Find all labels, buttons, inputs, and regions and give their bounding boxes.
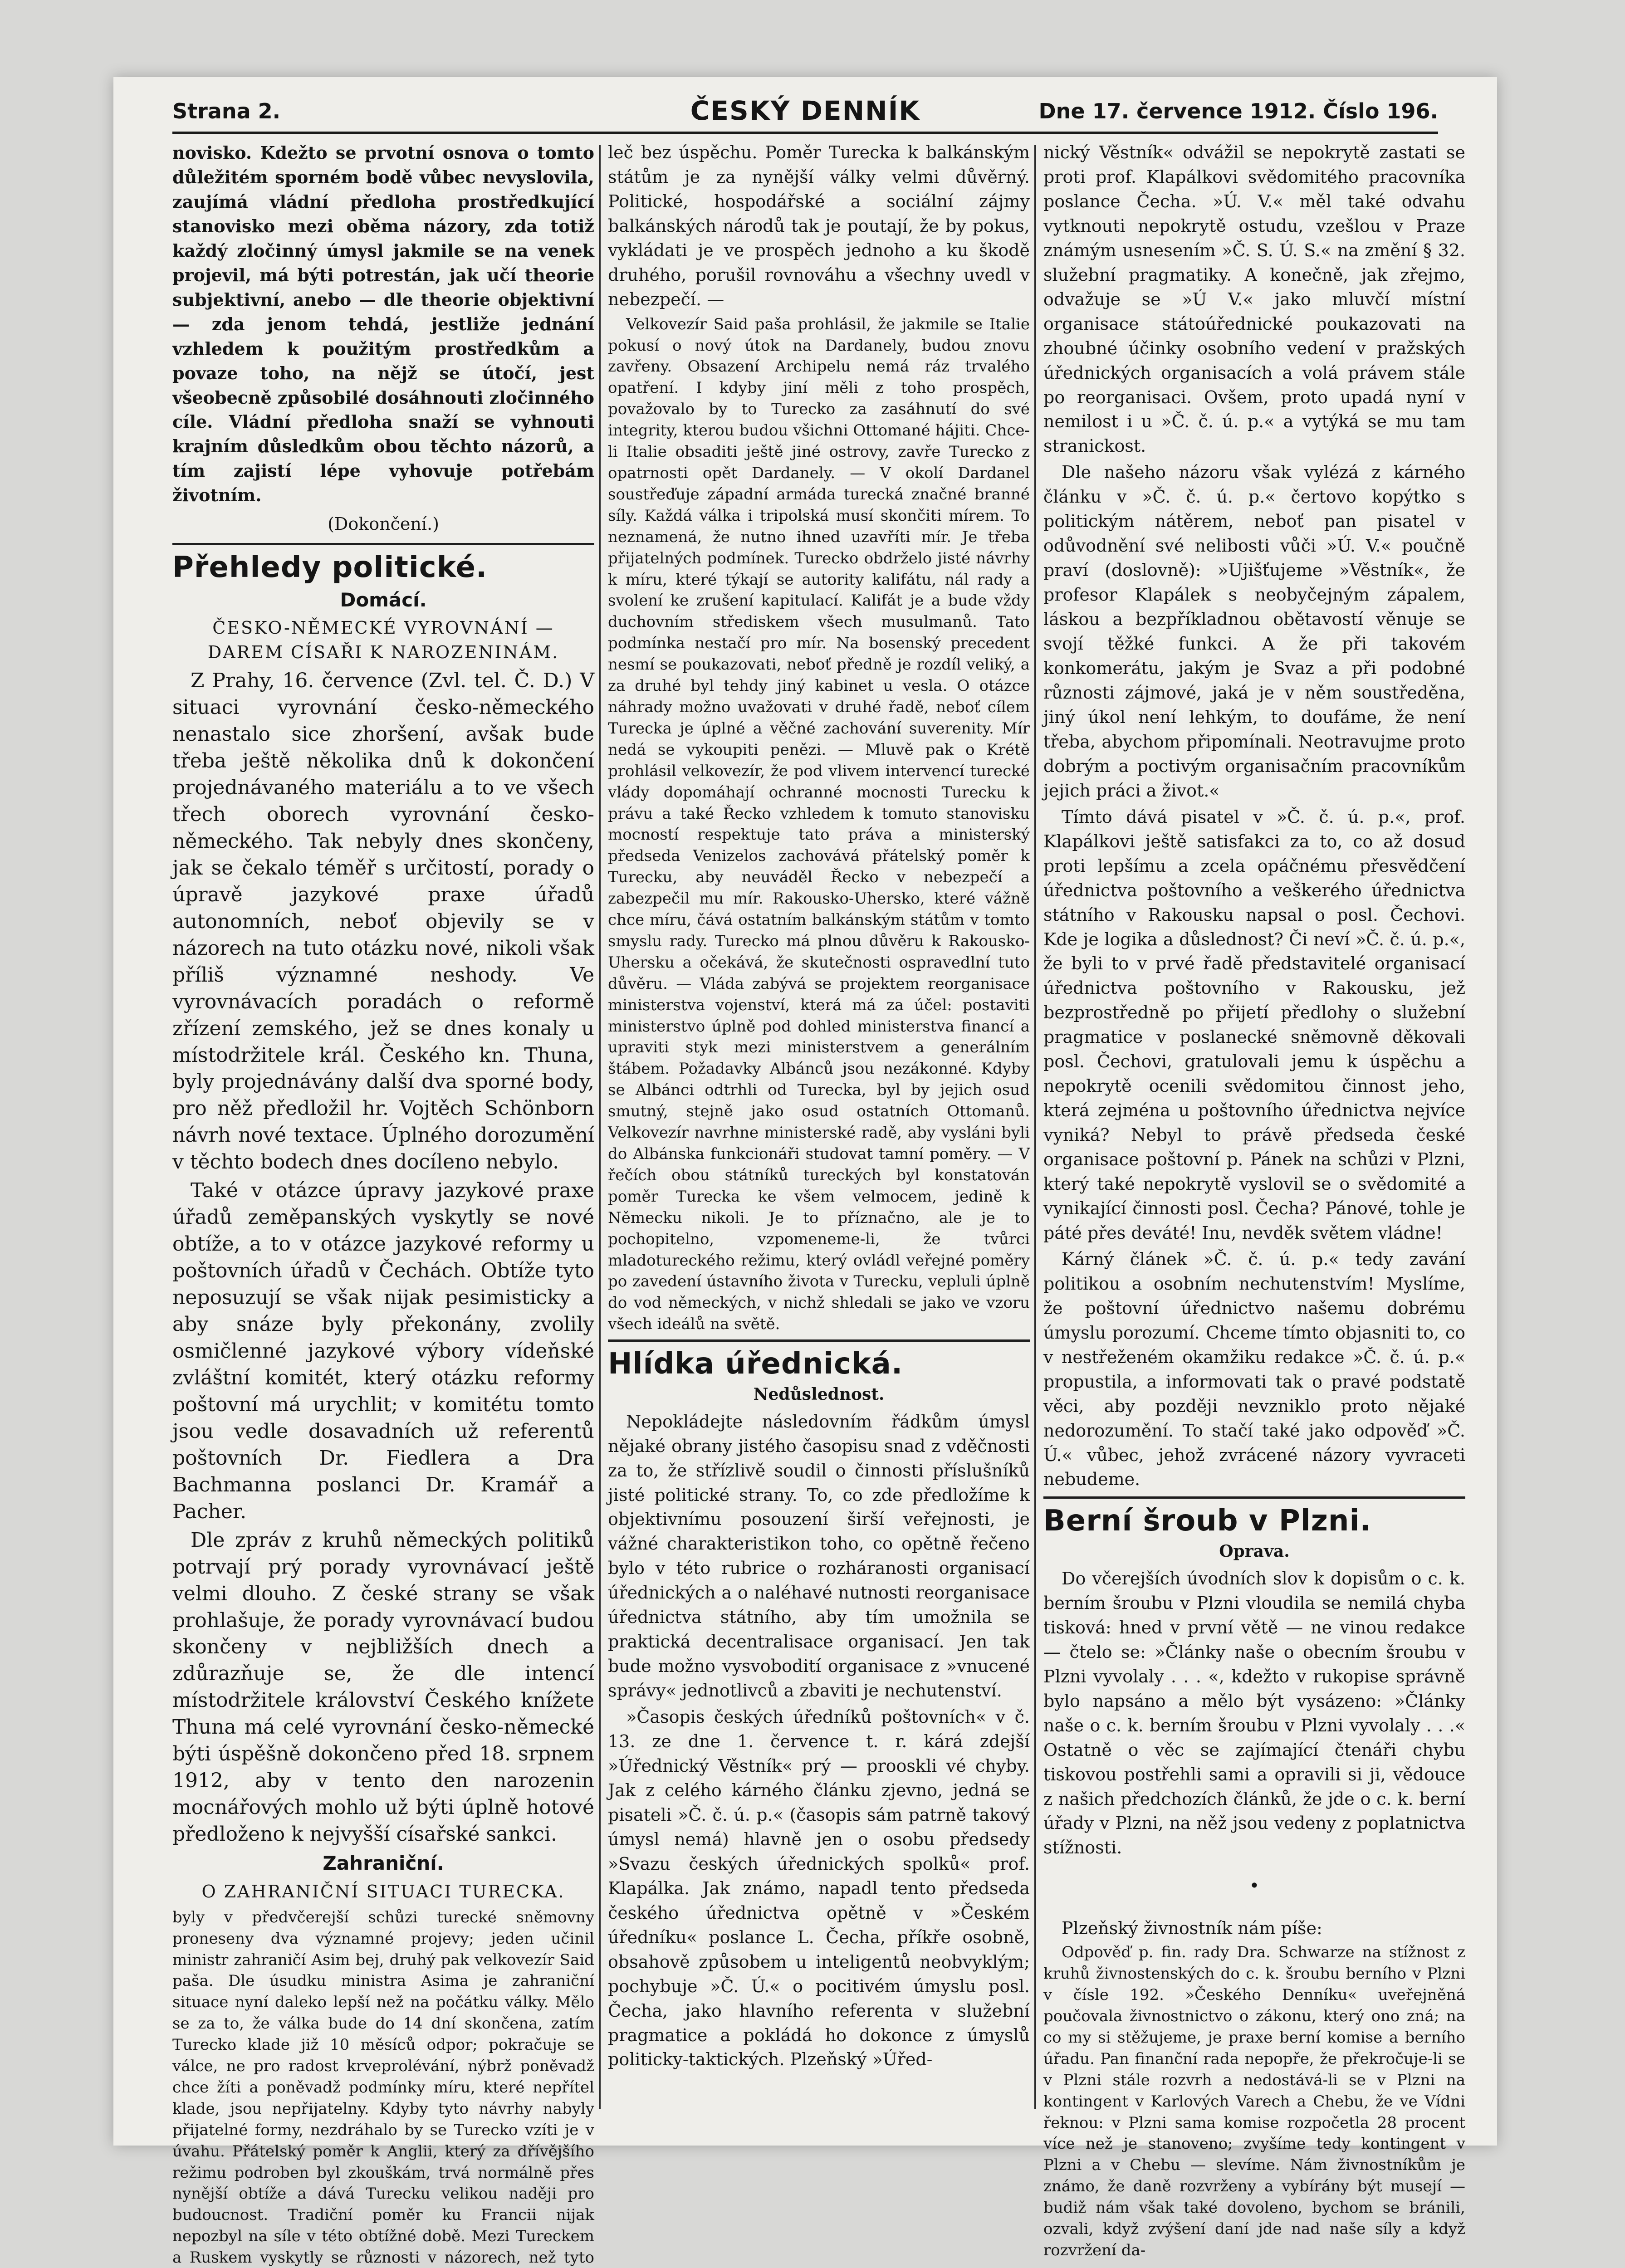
column-divider <box>599 145 601 2109</box>
article-paragraph: Dle našeho názoru však vylézá z kárného článku v »Č. č. ú. p.« čertovo kopýtko s politickým nátěrem, neboť pan pisatel v odůvodnění své nelibosti vůči »Ú. V.« poučně praví (doslovně): »Ujišťujeme »Věstník«, že profesor Klapálek s neobyčejným zápalem, láskou a bezpříkladnou obětavostí věnuje se svojí těžké funkci. A že při takovém konkomerátu, jakým je Svaz a při podobné různosti zájmové, jaká je v něm soustředěna, jiný úkol není lehkým, to doufáme, že není třeba, abychom připomínali. Neotravujme proto dobrým a poctivým organisačním pracovníkům jejich práci a život.« <box>1043 462 1465 801</box>
page-label: Strana 2. <box>172 99 281 123</box>
article-paragraph: Odpověď p. fin. rady Dra. Schwarze na stížnost z kruhů živnostenských do c. k. šroubu berního v Plzni v čísle 192. »Českého Denníku« uveřejněná poučovala živnostnictvo o zákonu, který ono zná; na co my si stěžujeme, je praxe berní komise a berního úřadu. Pan finanční rada nepopře, že překročuje-li se v Plzni stále rozvrh a nedostává-li se v Plzni na kontingent v Karlových Varech a Chebu, že ve Vídni řeknou: v Plzni sama komise rozpočetla 28 procent více než je stanoveno; zvyšíme tedy kontingent v Plzni a v Chebu — slevíme. Nám živnostníkům je známo, že daně rozvrženy a vybírány být musejí — budiž nám však také dovoleno, bychom se bránili, ozvali, když zvýšení daní jde nad naše síly a když rozvržení da- <box>1043 1943 1465 2259</box>
continued-note: (Dokončení.) <box>328 514 439 534</box>
article-paragraph: Také v otázce úpravy jazykové praxe úřadů zeměpanských vyskytly se nové obtíže, a to v otázce jazykové reformy u poštovních úřadů v Čechách. Obtíže tyto neposuzují se však nijak pesimisticky a aby snáze byly překonány, zvolily osmičlenné jazykové výbory vídeňské zvláštní komitét, který otázku reformy poštovní má urychlit; v komitétu tomto jsou vedle dosavadních už referentů poštovních Dr. Fiedlera a Dra Bachmanna poslanci Dr. Kramář a Pacher. <box>172 1179 594 1523</box>
section-heading: Berní šroub v Plzni. <box>1043 1504 1371 1538</box>
article-paragraph: Z Prahy, 16. července (Zvl. tel. Č. D.) V situaci vyrovnání česko-německého nenastalo sice zhoršení, avšak bude třeba ještě několika dnů k dokončení projednávaného materiálu a to ve všech třech oborech vyrovnání česko-německého. Tak nebyly dnes skončeny, jak se čekalo téměř s určitostí, porady o úpravě jazykové praxe úřadů autonomních, neboť objevily se v názorech na tuto otázku nové, nikoli však příliš významné neshody. Ve vyrovnávacích poradách o reformě zřízení zemského, jež se dnes konaly u místodržitele král. Českého kn. Thuna, byly projednávány další dva sporné body, pro něž předložil hr. Vojtěch Schönborn návrh nové textace. Úplného dorozumění v těchto bodech dnes docíleno nebylo. <box>172 669 594 1174</box>
section-heading: Hlídka úřednická. <box>608 1347 903 1381</box>
article-paragraph: Nepokládejte následovním řádkům úmysl nějaké obrany jistého časopisu snad z vděčnosti za to, že střízlivě soudil o činnosti příslušníků jisté politické strany. To, co zde předložíme k objektivnímu posouzení širší veřejnosti, je vážné charakteristikon toho, co opětně řečeno bylo v této rubrice o rozháranosti organisací úřednických a o naléhavé nutnosti reorganisace úřednictva státního, aby tím umožnila se praktická decentralisace organisací. Jen tak bude možno vysvobodití organisace z »vnucené správy« jednotlivců a zbaviti je nechutenství. <box>608 1411 1030 1701</box>
article-title: O ZAHRANIČNÍ SITUACI TURECKA. <box>201 1881 565 1901</box>
section-rule <box>172 543 594 545</box>
page-header <box>172 95 1438 134</box>
article-title: Oprava. <box>1219 1541 1290 1561</box>
letter-intro: Plzeňský živnostník nám píše: <box>1062 1918 1322 1939</box>
article-paragraph: Tímto dává pisatel v »Č. č. ú. p.«, prof. Klapálkovi ještě satisfakci za to, co až dosud proti lepšímu a zcela opáčnému přesvědčení úřednictva poštovního a veškerého úřednictva státního v Rakousku napsal o posl. Čechovi. Kde je logika a důslednost? Či neví »Č. č. ú. p.«, že byli to v prvé řadě představitelé organisací úřednictva poštovního v Rakousku, jež bezprostředně po přijetí předlohy o služební pragmatice v poslanecké sněmovně děkovali posl. Čechovi, gratulovali jemu k úspěchu a nepokrytě ocenili svědomitou činnost jeho, která zejména u poštovního úřednictva nejvíce vyniká? Nebyl to právě předseda české organisace poštovní p. Pánek na schůzi v Plzni, který také nepokrytě vyslovil se o svědomité a vynikající činnosti posl. Čecha? Pánové, tohle je páté přes deváté! Inu, nevděk světem vládne! <box>1043 807 1465 1243</box>
article-paragraph: »Časopis českých úředníků poštovních« v č. 13. ze dne 1. července t. r. kárá zdejší »Úřednický Věstník« prý — prooskli vé chyby. Jak z celého kárného článku zjevno, jedná se pisateli »Č. č. ú. p.« (časopis sám patrně takový úmysl nemá) hlavně jen o osobu předsedy »Svazu českých úřednických spolků« prof. Klapálka. Jak známo, napadl tento předseda českého úřednictva opětně v »Českém úředníku« poslance L. Čecha, příkře osobně, obsahově způsobem u inteligentů neobvyklým; pochybuje »Č. Ú.« o pocitivém úmyslu posl. Čecha, jako hlavního referenta v služební pragmatice a pokládá ho dokonce z úmyslů politicky-taktických. Plzeňský »Úřed- <box>608 1707 1030 2070</box>
column-divider <box>1034 145 1036 2109</box>
issue-date: Dne 17. července 1912. Číslo 196. <box>1038 99 1438 123</box>
column-3 <box>1043 141 1465 2259</box>
article-title: Nedůslednost. <box>753 1384 885 1404</box>
column-2 <box>608 141 1030 2118</box>
article-paragraph: Kárný článek »Č. č. ú. p.« tedy zavání politikou a osobním nechutenstvím! Myslíme, že poštovní úřednictvo našemu dobrému úmyslu porozumí. Chceme tímto objasniti to, co v nestřeženém okamžiku redakce »Č. č. ú. p.« propustila, a informovati tak o pravé podstatě věci, aby později nevzniklo proto nějaké nedorozumění. To stačí také jako odpověď »Č. Ú.« vůbec, jehož zvrácené názory vyvraceti nebudeme. <box>1043 1249 1465 1490</box>
section-heading: Přehledy politické. <box>172 551 488 585</box>
article-paragraph: byly v předvčerejší schůzi turecké sněmovny proneseny dva významné projevy; jeden učinil ministr zahraničí Asim bej, druhý pak velkovezír Said paša. Dle úsudku ministra Asima je zahraniční situace nyní daleko lepší než na počátku války. Mělo se za to, že válka bude do 14 dní skončena, zatím Turecko klade již 10 měsíců odpor; pokračuje se válce, ne pro radost krveprolévání, nýbrž poněvadž chce žíti a poněvadž podmínky míru, které nepřítel klade, jsou nepřijatelny. Kdyby tyto návrhy nabyly přijatelné formy, nezdráhalo by se Turecko vzíti je v úvahu. Přátelský poměr k Anglii, který za dřívějšího režimu podroben byl zkouškám, trvá normálně přes nynější obtíže a dává Turecku velikou naději pro budoucnost. Tradiční poměr ku Francii nijak nepozbyl na síle v této obtížné době. Mezi Tureckem a Ruskem vyskytly se různosti v názorech, než tyto <box>172 1908 594 2267</box>
article-continuation: novisko. Kdežto se prvotní osnova o tomto důležitém sporném bodě vůbec nevyslovila, zaujímá vládní předloha prostředkující stanovisko mezi oběma názory, zda totiž každý zločinný úmysl jakmile se na venek projevil, má býti potrestán, jak učí theorie subjektivní, anebo — dle theorie objektivní — zda jenom tehdá, jestliže jednání vzhledem k použitým prostředkům a povaze toho, na nějž se útočí, jest všeobecně způsobilé dosáhnouti zločinného cíle. Vládní předloha snaží se vyhnouti krajním důsledkům obou těchto názorů, a tím zajistí lépe vyhovuje potřebám životním. <box>172 142 594 506</box>
section-rule <box>608 1339 1030 1342</box>
article-paragraph: nický Věstník« odvážil se nepokrytě zastati se proti prof. Klapálkovi svědomitého pracovníka poslance Čecha. »Ú. V.« měl také odvahu vytknouti nepokrytě ostudu, vzešlou v Praze známým usnesením »Č. S. Ú. S.« na změní § 32. služební pragmatiky. A konečně, jak zřejmo, odvažuje se »Ú V.« jako mluvčí místní organisace státoúřednické poukazovati na zhoubné účinky osobního vedení v pražských úřednických organisacích a volá právem stále po reorganisaci. Ovšem, proto upadá nyní v nemilost i u »Č. č. ú. p.« a vytýká se mu tam stranickost. <box>1043 142 1465 456</box>
article-paragraph: Velkovezír Said paša prohlásil, že jakmile se Italie pokusí o nový útok na Dardanely, budou znovu zavřeny. Obsazení Archipelu nemá ráz trvalého opatření. I kdyby jiní měli z toho prospěch, považovalo by to Turecko za zasáhnutí do své integrity, kterou budou všichni Ottomané hájiti. Chce-li Italie obsaditi ještě jiné ostrovy, zavře Turecko z opatrnosti opět Dardanely. — V okolí Dardanel soustřeďuje západní armáda turecká značné branné síly. Každá válka i tripolská musí skončiti mírem. To neznamená, že nutno ihned uzavříti mír. Je třeba přijatelných podmínek. Turecko obdrželo jisté návrhy k míru, které týkají se autority kalifátu, nál rady a svolení ke zrušení kapitulací. Kalifát je a bude vždy duchovním střediskem všech musulmanů. Tato podmínka nestačí pro mír. Na bosenský precedent nesmí se poukazovati, neboť předně je rozdíl veliký, a za druhé byl tehdy jiný kabinet u vesla. O otázce náhrady možno uvažovati v druhé řadě, neboť cílem Turecka je úplné a věčné zachování suverenity. Mír nedá se vykoupiti penězi. — Mluvě pak o Krétě prohlásil velkovezír, že pod vlivem intervencí turecké vlády dopomáhají ochranné mocnosti Turecku k právu a také Řecko vzhledem k tomuto stanovisku mocností respektuje tato práva a ministerský předseda Venizelos zachovává přátelský poměr k Turecku, aby neuváděl Řecko v nebezpečí a zabezpečil mu mír. Rakousko-Uhersko, které vážně chce míru, čává ostatním balkánským státům v tomto smyslu rady. Turecko má plnou důvěru k Rakousko-Uhersku a očekává, že skutečnosti ospravedlní tuto důvěru. — Vláda zabývá se projektem reorganisace ministerstva vojenství, která má za účel: postaviti ministerstvo úplně pod dohled ministerstva financí a upraviti styk mezi ministerstvem a generálním štábem. Požadavky Albánců jsou nezákonné. Kdyby se Albánci odtrhli od Turecka, byl by jejich osud smutný, stejně jako osud ostatních Ottomanů. Velkovezír navrhne ministerské radě, aby vysláni byli do Albánska funkcionáři studovat tamní poměry. — V řečích obou státníků tureckých byl konstatován poměr Turecka ke všem velmocem, jedině k Německu nikoli. Je to příznačno, ale je to pochopitelno, vzpomeneme-li, že tvůrci mladotureckého režimu, který ovládl veřejné poměry po zavedení ústavního života v Turecku, vepluli úplně do vod německých, v nichž shledali se jako ve vzoru všech ideálů na světě. <box>608 315 1030 1334</box>
subsection-heading: Domácí. <box>340 588 427 611</box>
column-1 <box>172 141 594 2267</box>
newspaper-page <box>113 77 1497 2267</box>
article-paragraph: Do včerejších úvodních slov k dopisům o c. k. berním šroubu v Plzni vloudila se nemilá chyba tisková: hned v první větě — ne vinou redakce — čtelo se: »Články naše o obecním šroubu v Plzni vyvolaly . . . «, kdežto v rukopise správně bylo napsáno a mělo být vysázeno: »Články naše o c. k. berním šroubu v Plzni vyvolaly . . .« Ostatně o věc se zajímající čtenáři chybu tiskovou postřehli sami a opravili si ji, vědouce z našich předchozích článků, že jde o c. k. berní úřady v Plzni, na něž jsou vedeny z poplatnictva stížnosti. <box>1043 1568 1465 1858</box>
subsection-heading: Zahraniční. <box>323 1852 444 1875</box>
separator-dot: • <box>1249 1876 1260 1896</box>
article-paragraph: leč bez úspěchu. Poměr Turecka k balkánským státům je za nynější války velmi důvěrný. Politické, hospodářské a sociální zájmy balkánských národů tak je poutají, že by pokus, vykládati je ve prospěch jednoho a ku škodě druhého, porušil rovnováhu a všechny uvedl v nebezpečí. — <box>608 142 1030 309</box>
article-title: ČESKO-NĚMECKÉ VYROVNÁNÍ — DAREM CÍSAŘI K NAROZENINÁM. <box>207 618 559 663</box>
article-paragraph: Dle zpráv z kruhů německých politiků potrvají prý porady vyrovnávací ještě velmi dlouho. Z české strany se však prohlašuje, že porady vyrovnávací budou skončeny v nejbližších dnech a zdůrazňuje se, že dle intencí místodržitele království Českého knížete Thuna má celé vyrovnání česko-německé býti úspěšně dokončeno před 18. srpnem 1912, aby v tento den narozenin mocnářových mohlo už býti úplně hotové předloženo k nejvyšší císařské sankci. <box>172 1528 594 1846</box>
section-rule <box>1043 1496 1465 1499</box>
paper-title: ČESKÝ DENNÍK <box>690 95 920 126</box>
